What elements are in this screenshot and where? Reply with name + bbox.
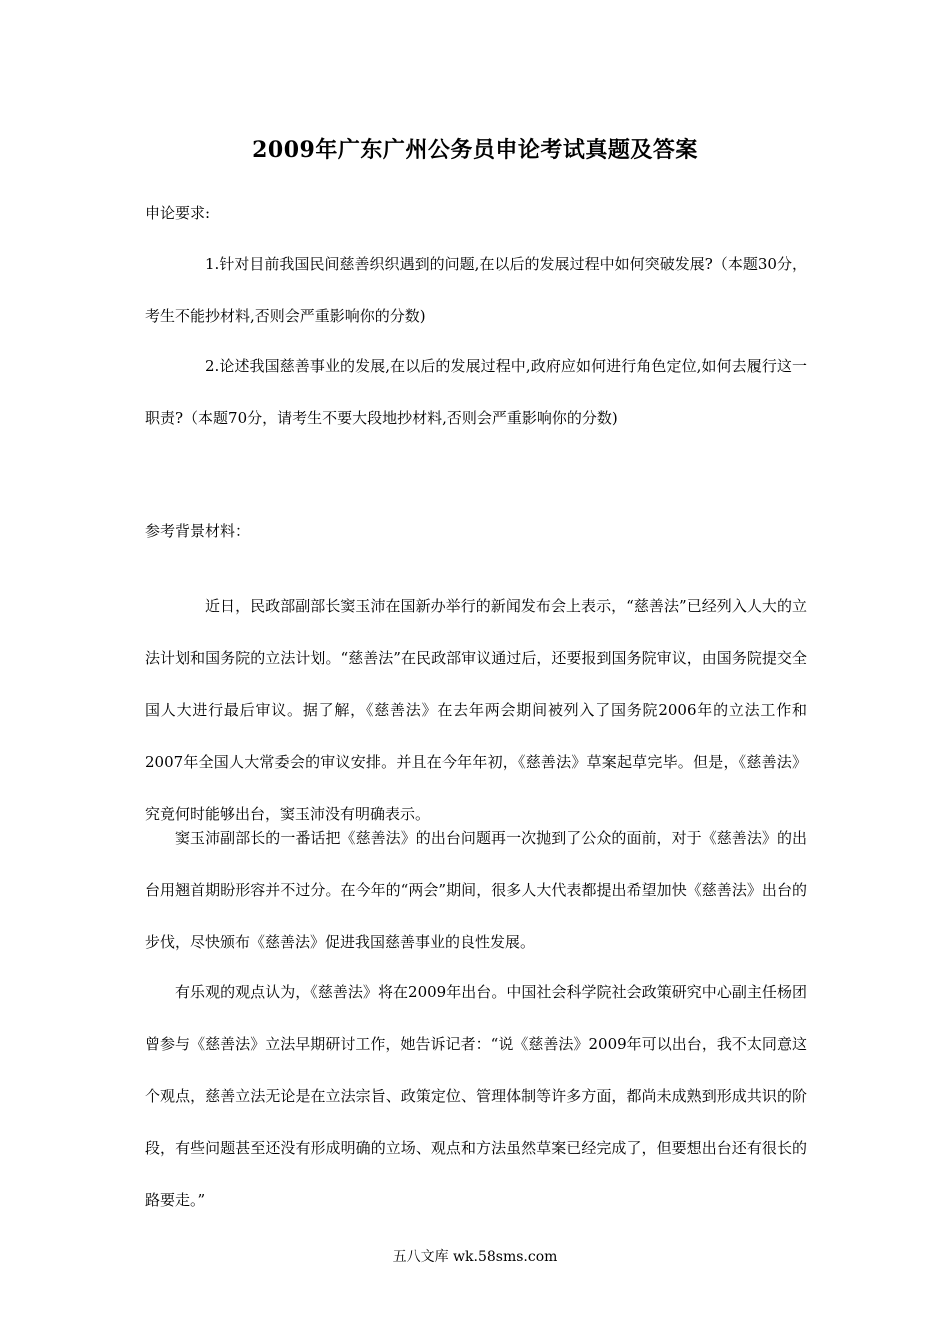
footer-watermark: 五八文库 wk.58sms.com xyxy=(392,1249,558,1265)
materials-heading: 参考背景材料： xyxy=(145,522,251,540)
material-paragraph-3: 有乐观的观点认为，《慈善法》将在2009年出台。中国社会科学院社会政策研究中心副主任杨团曾参与《慈善法》立法早期研讨工作，她告诉记者：“说《慈善法》2009年可以出台，我不太同意这个观点，慈善立法无论是在立法宗旨、政策定位、管理体制等许多方面，都尚未成熟到形成共识的阶段，有些问题甚至还没有形成明确的立场、观点和方法虽然草案已经完成了，但要想出台还有很长的路要走。” xyxy=(145,983,807,1209)
requirements-heading: 申论要求: xyxy=(145,204,211,222)
question-2: 2.论述我国慈善事业的发展,在以后的发展过程中,政府应如何进行角色定位,如何去履行这一职责?（本题70分，请考生不要大段地抄材料,否则会严重影响你的分数) xyxy=(145,357,807,427)
question-1: 1.针对目前我国民间慈善织织遇到的问题,在以后的发展过程中如何突破发展?（本题30分，考生不能抄材料,否则会严重影响你的分数) xyxy=(145,255,807,325)
document-title: 2009年广东广州公务员申论考试真题及答案 xyxy=(252,137,698,163)
material-paragraph-2: 窦玉沛副部长的一番话把《慈善法》的出台问题再一次抛到了公众的面前，对于《慈善法》的出台用翘首期盼形容并不过分。在今年的“两会”期间，很多人大代表都提出希望加快《慈善法》出台的步伐，尽快颁布《慈善法》促进我国慈善事业的良性发展。 xyxy=(145,829,807,951)
material-paragraph-1: 近日，民政部副部长窦玉沛在国新办举行的新闻发布会上表示，“慈善法”已经列入人大的立法计划和国务院的立法计划。“慈善法”在民政部审议通过后，还要报到国务院审议，由国务院提交全国人大进行最后审议。据了解，《慈善法》在去年两会期间被列入了国务院2006年的立法工作和2007年全国人大常委会的审议安排。并且在今年年初，《慈善法》草案起草完毕。但是，《慈善法》究竟何时能够出台，窦玉沛没有明确表示。 xyxy=(145,597,807,823)
